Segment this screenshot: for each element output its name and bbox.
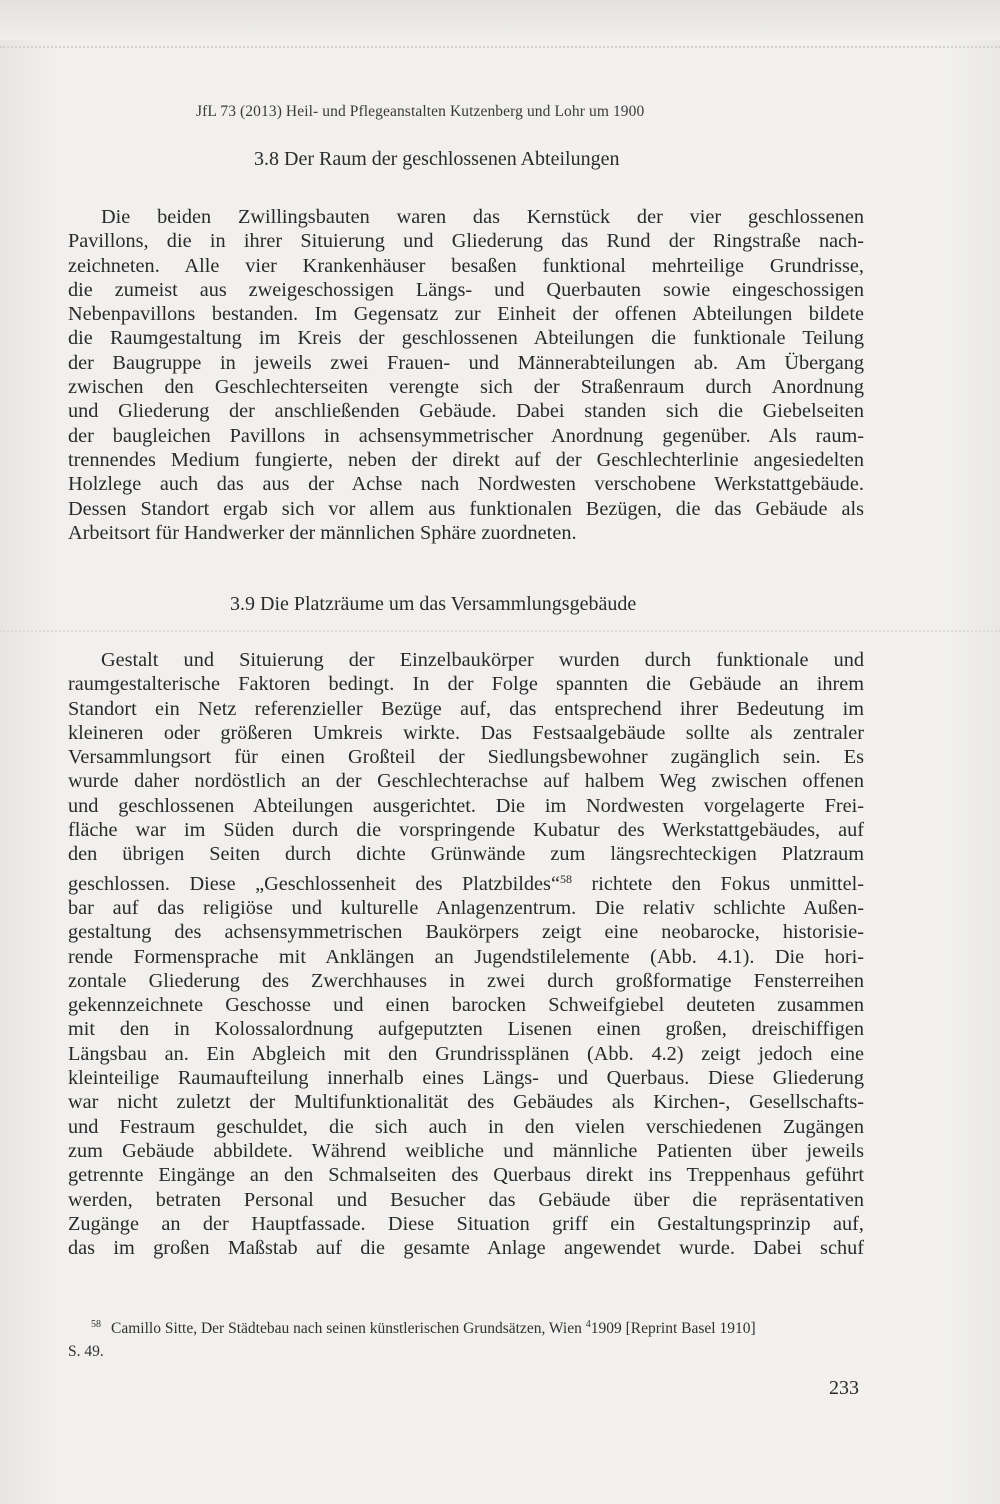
text-line: bar auf das religiöse und kulturelle Anlagenzentrum. Die relativ schlichte Außen- <box>68 896 864 919</box>
text-line: den übrigen Seiten durch dichte Grünwände zum längsrechteckigen Platzraum <box>68 843 864 866</box>
section-heading-3-8: 3.8 Der Raum der geschlossenen Abteilungen <box>254 148 620 170</box>
text-line: mit den in Kolossalordnung aufgeputzten Lisenen einen großen, dreischiffigen <box>68 1018 864 1041</box>
text-line: das im großen Maßstab auf die gesamte Anlage angewendet wurde. Dabei schuf <box>68 1237 864 1260</box>
text-line: kleinteilige Raumaufteilung innerhalb eines Längs- und Querbaus. Diese Gliederung <box>68 1067 864 1090</box>
scan-dotted-band-top <box>0 46 1000 48</box>
text-line: werden, betraten Personal und Besucher das Gebäude über die repräsentativen <box>68 1188 864 1211</box>
text-line: kleineren oder größeren Umkreis wirkte. Das Festsaalgebäude sollte als zentraler <box>68 721 864 744</box>
page-number: 233 <box>829 1377 859 1399</box>
text-line: Standort ein Netz referenzieller Bezüge auf, das entsprechend ihrer Bedeutung im <box>68 697 864 720</box>
text-line: Dessen Standort ergab sich vor allem aus funktionalen Bezügen, die das Gebäude als <box>68 497 864 520</box>
text-before-note: geschlossen. Diese „Geschlossenheit des Platzbildes“ <box>68 872 560 895</box>
footnote-continuation: S. 49. <box>68 1343 104 1360</box>
text-line: die zumeist aus zweigeschossigen Längs- und Querbauten sowie eingeschossigen <box>68 278 864 301</box>
footnote-text: Camillo Sitte, Der Städtebau nach seinen künstlerischen Grundsätzen, Wien <box>111 1320 586 1337</box>
section-3-9-paragraph <box>68 648 864 1260</box>
text-line: Arbeitsort für Handwerker der männlichen Sphäre zuordneten. <box>68 521 577 544</box>
text-line: Holzlege auch das aus der Achse nach Nordwesten verschobene Werkstattgebäude. <box>68 473 864 496</box>
running-header: JfL 73 (2013) Heil- und Pflegeanstalten Kutzenberg und Lohr um 1900 <box>196 103 645 120</box>
footnote-text-end: 1909 [Reprint Basel 1910] <box>590 1320 756 1337</box>
text-after-note: richtete den Fokus unmittel- <box>571 872 864 895</box>
text-line: zontale Gliederung des Zwerchhauses in zwei durch großformatige Fensterreihen <box>68 969 864 992</box>
text-line: Gestalt und Situierung der Einzelbaukörper wurden durch funktionale und <box>101 649 864 671</box>
text-line: Zugänge an der Hauptfassade. Diese Situation griff ein Gestaltungsprinzip auf, <box>68 1212 864 1235</box>
text-line: gekennzeichnete Geschosse und einen barocken Schweifgiebel deuteten zusammen <box>68 994 864 1017</box>
text-line: die Raumgestaltung im Kreis der geschlossenen Abteilungen die funktionale Teilung <box>68 327 864 350</box>
text-line: zwischen den Geschlechterseiten verengte sich der Straßenraum durch Anordnung <box>68 376 864 399</box>
section-3-8-paragraph <box>68 205 864 545</box>
text-line: der baugleichen Pavillons in achsensymmetrischer Anordnung gegenüber. Als raum- <box>68 424 864 447</box>
text-line: war nicht zuletzt der Multifunktionalität des Gebäudes als Kirchen-, Gesellschafts- <box>68 1091 864 1114</box>
text-line: und Festraum geschuldet, die sich auch in den vielen verschiedenen Zugängen <box>68 1115 864 1138</box>
text-line: Nebenpavillons bestanden. Im Gegensatz zur Einheit der offenen Abteilungen bildete <box>68 303 864 326</box>
text-line: Pavillons, die in ihrer Situierung und Gliederung das Rund der Ringstraße nach- <box>68 230 864 253</box>
section-heading-3-9: 3.9 Die Platzräume um das Versammlungsgebäude <box>230 593 637 615</box>
footnote-edition-superscript: 4 <box>585 1319 591 1330</box>
text-line: getrennte Eingänge an den Schmalseiten des Querbaus direkt ins Treppenhaus geführt <box>68 1164 864 1187</box>
text-line: zum Gebäude abbildete. Während weibliche und männliche Patienten über jeweils <box>68 1139 864 1162</box>
text-line: und geschlossenen Abteilungen ausgerichtet. Die im Nordwesten vorgelagerte Frei- <box>68 794 864 817</box>
text-line: trennendes Medium fungierte, neben der direkt auf der Geschlechterlinie angesiedelten <box>68 448 864 471</box>
text-line: raumgestalterische Faktoren bedingt. In der Folge spannten die Gebäude an ihrem <box>68 673 864 696</box>
footnote-line <box>68 1313 868 1340</box>
footnote <box>68 1313 868 1363</box>
text-line: und Gliederung der anschließenden Gebäude. Dabei standen sich die Giebelseiten <box>68 400 864 423</box>
text-line-with-note <box>68 867 864 896</box>
text-line: Versammlungsort für einen Großteil der Siedlungsbewohner zugänglich sein. Es <box>68 746 864 769</box>
text-line: fläche war im Süden durch die vorspringende Kubatur des Werkstattgebäudes, auf <box>68 819 864 842</box>
text-line: zeichneten. Alle vier Krankenhäuser besaßen funktional mehrteilige Grundrisse, <box>68 254 864 277</box>
scan-edge <box>0 0 1000 40</box>
text-line: Längsbau an. Ein Abgleich mit den Grundrissplänen (Abb. 4.2) zeigt jedoch eine <box>68 1042 864 1065</box>
text-line: rende Formensprache mit Anklängen an Jugendstilelemente (Abb. 4.1). Die hori- <box>68 945 864 968</box>
text-line: wurde daher nordöstlich an der Geschlechterachse auf halbem Weg zwischen offenen <box>68 770 864 793</box>
text-line: der Baugruppe in jeweils zwei Frauen- und Männerabteilungen ab. Am Übergang <box>68 351 864 374</box>
footnote-reference[interactable]: 58 <box>559 871 572 886</box>
text-line: Die beiden Zwillingsbauten waren das Kernstück der vier geschlossenen <box>101 206 864 228</box>
scan-dotted-band-middle <box>0 630 1000 632</box>
footnote-marker: 58 <box>91 1319 101 1330</box>
text-line: gestaltung des achsensymmetrischen Baukörpers zeigt eine neobarocke, historisie- <box>68 921 864 944</box>
